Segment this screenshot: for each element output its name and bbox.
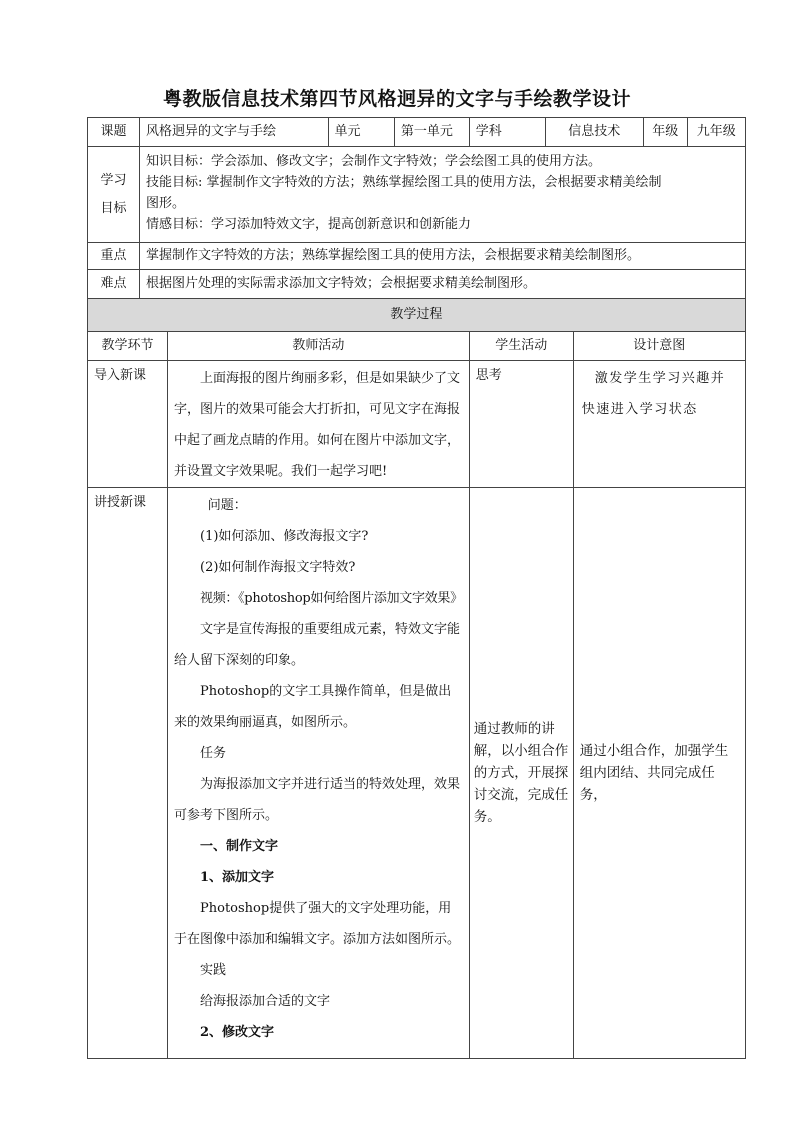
lecture-subsection-1: 1、添加文字	[200, 870, 275, 885]
topic-label: 课题	[88, 118, 140, 147]
intro-stage: 导入新课	[88, 361, 168, 488]
lecture-para-2: Photoshop的文字工具操作简单，但是做出来的效果绚丽逼真，如图所示。	[174, 684, 452, 730]
objectives-label	[88, 147, 140, 243]
lecture-intent: 通过小组合作，加强学生组内团结、共同完成任务，	[573, 488, 745, 1059]
topic-value: 风格迥异的文字与手绘	[140, 118, 329, 147]
subject-value: 信息技术	[545, 118, 643, 147]
objectives-text	[140, 147, 746, 243]
process-banner-row	[88, 299, 746, 332]
objective-skill: 技能目标: 掌握制作文字特效的方法；熟练掌握绘图工具的使用方法，会根据要求精美绘制	[146, 175, 662, 190]
process-banner: 教学过程	[88, 299, 746, 332]
lecture-teacher	[168, 488, 470, 1059]
lecture-stage: 讲授新课	[88, 488, 168, 1059]
header-row	[88, 118, 746, 147]
lecture-practice-heading: 实践	[200, 963, 227, 978]
lecture-practice-text: 给海报添加合适的文字	[200, 994, 331, 1009]
lecture-task-text: 为海报添加文字并进行适当的特效处理，效果可参考下图所示。	[174, 777, 461, 823]
key-point-row	[88, 243, 746, 270]
difficulty-label: 难点	[88, 270, 140, 299]
lecture-task-heading: 任务	[200, 746, 227, 761]
lecture-section-1: 一、制作文字	[200, 839, 279, 854]
intro-intent: 激发学生学习兴趣并快速进入学习状态	[573, 361, 745, 488]
lecture-student: 通过教师的讲解，以小组合作的方式，开展探讨交流，完成任务。	[469, 488, 573, 1059]
lecture-row	[88, 488, 746, 1059]
intro-teacher: 上面海报的图片绚丽多彩，但是如果缺少了文字，图片的效果可能会大打折扣，可见文字在海报中起了画龙点睛的作用。如何在图片中添加文字，并设置文字效果呢。我们一起学习吧!	[168, 361, 470, 488]
lecture-question-heading: 问题：	[207, 498, 247, 513]
lecture-para-3: Photoshop提供了强大的文字处理功能，用于在图像中添加和编辑文字。添加方法如图所示。	[174, 901, 461, 947]
difficulty-row	[88, 270, 746, 299]
lecture-question-1: (1)如何添加、修改海报文字?	[200, 529, 369, 544]
header-teacher: 教师活动	[168, 332, 470, 361]
objectives-label-text: 学习 目标	[100, 172, 127, 216]
objective-knowledge: 知识目标：学会添加、修改文字；会制作文字特效；学会绘图工具的使用方法。	[146, 154, 602, 169]
grade-value: 九年级	[687, 118, 745, 147]
process-header-row	[88, 332, 746, 361]
unit-label: 单元	[328, 118, 394, 147]
lecture-question-2: (2)如何制作海报文字特效?	[200, 560, 356, 575]
key-point-text: 掌握制作文字特效的方法；熟练掌握绘图工具的使用方法，会根据要求精美绘制图形。	[140, 243, 746, 270]
key-point-label: 重点	[88, 243, 140, 270]
document-title: 粤教版信息技术第四节风格迥异的文字与手绘教学设计	[162, 88, 631, 110]
header-student: 学生活动	[469, 332, 573, 361]
intro-student: 思考	[469, 361, 573, 488]
objectives-row	[88, 147, 746, 243]
unit-value: 第一单元	[394, 118, 469, 147]
header-stage: 教学环节	[88, 332, 168, 361]
lecture-para-1: 文字是宣传海报的重要组成元素，特效文字能给人留下深刻的印象。	[174, 622, 461, 668]
lecture-subsection-2: 2、修改文字	[200, 1025, 275, 1040]
grade-label: 年级	[643, 118, 687, 147]
intro-row	[88, 361, 746, 488]
objective-emotion: 情感目标：学习添加特效文字，提高创新意识和创新能力	[146, 217, 472, 232]
header-intent: 设计意图	[573, 332, 745, 361]
subject-label: 学科	[469, 118, 545, 147]
objective-skill-cont: 图形。	[146, 196, 186, 211]
lecture-video: 视频：《photoshop如何给图片添加文字效果》	[200, 591, 463, 606]
difficulty-text: 根据图片处理的实际需求添加文字特效；会根据要求精美绘制图形。	[140, 270, 746, 299]
lesson-plan-table	[87, 117, 746, 1059]
